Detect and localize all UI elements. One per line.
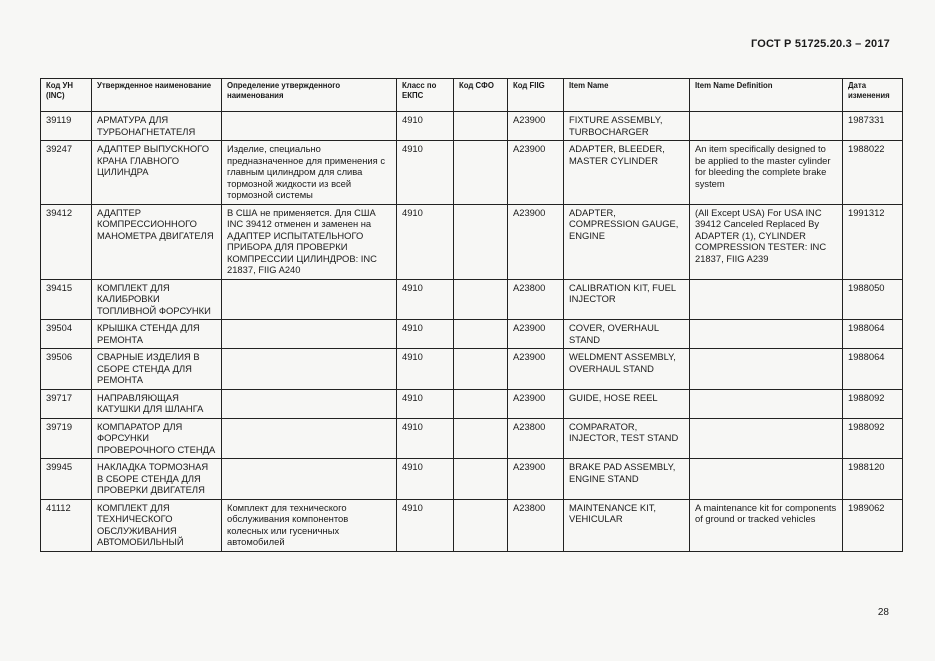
cell-definition xyxy=(222,349,397,390)
cell-item-definition xyxy=(690,320,843,349)
cell-approved-name: КОМПАРАТОР ДЛЯ ФОРСУНКИ ПРОВЕРОЧНОГО СТЕНДА xyxy=(92,418,222,459)
cell-definition xyxy=(222,320,397,349)
col-header-approved-name: Утвержденное наименование xyxy=(92,79,222,112)
cell-fiig: A23900 xyxy=(508,349,564,390)
cell-inc: 39506 xyxy=(41,349,92,390)
specification-table xyxy=(40,78,903,552)
col-header-item-name-definition: Item Name Definition xyxy=(690,79,843,112)
cell-item-name: WELDMENT ASSEMBLY, OVERHAUL STAND xyxy=(564,349,690,390)
cell-fiig: A23900 xyxy=(508,141,564,205)
cell-date: 1988120 xyxy=(843,459,903,500)
cell-sfo xyxy=(454,204,508,279)
cell-class: 4910 xyxy=(397,279,454,320)
cell-approved-name: КРЫШКА СТЕНДА ДЛЯ РЕМОНТА xyxy=(92,320,222,349)
cell-fiig: A23900 xyxy=(508,112,564,141)
cell-class: 4910 xyxy=(397,459,454,500)
col-header-class: Класс по ЕКПС xyxy=(397,79,454,112)
cell-definition: Изделие, специально предназначенное для применения с главным цилиндром для слива тормозной жидкости из всей тормозной системы xyxy=(222,141,397,205)
cell-item-definition: (All Except USA) For USA INC 39412 Canceled Replaced By ADAPTER (1), CYLINDER COMPRESSION TESTER: INC 21837, FIIG A239 xyxy=(690,204,843,279)
cell-item-name: FIXTURE ASSEMBLY, TURBOCHARGER xyxy=(564,112,690,141)
cell-date: 1988064 xyxy=(843,349,903,390)
cell-fiig: A23900 xyxy=(508,459,564,500)
document-title: ГОСТ Р 51725.20.3 – 2017 xyxy=(750,38,890,50)
col-header-definition: Определение утвержденного наименования xyxy=(222,79,397,112)
cell-fiig: A23900 xyxy=(508,389,564,418)
cell-sfo xyxy=(454,141,508,205)
cell-sfo xyxy=(454,349,508,390)
cell-item-name: COMPARATOR, INJECTOR, TEST STAND xyxy=(564,418,690,459)
cell-item-name: BRAKE PAD ASSEMBLY, ENGINE STAND xyxy=(564,459,690,500)
cell-inc: 39717 xyxy=(41,389,92,418)
table-row xyxy=(41,204,903,279)
table-row xyxy=(41,279,903,320)
cell-item-name: ADAPTER, COMPRESSION GAUGE, ENGINE xyxy=(564,204,690,279)
cell-fiig: A23900 xyxy=(508,320,564,349)
cell-definition: Комплект для технического обслуживания компонентов колесных или гусеничных автомобилей xyxy=(222,499,397,551)
cell-sfo xyxy=(454,418,508,459)
cell-inc: 39945 xyxy=(41,459,92,500)
cell-item-name: GUIDE, HOSE REEL xyxy=(564,389,690,418)
cell-item-definition xyxy=(690,349,843,390)
cell-approved-name: АДАПТЕР КОМПРЕССИОННОГО МАНОМЕТРА ДВИГАТЕЛЯ xyxy=(92,204,222,279)
cell-date: 1989062 xyxy=(843,499,903,551)
cell-item-name: ADAPTER, BLEEDER, MASTER CYLINDER xyxy=(564,141,690,205)
cell-sfo xyxy=(454,459,508,500)
cell-inc: 39119 xyxy=(41,112,92,141)
cell-inc: 41112 xyxy=(41,499,92,551)
cell-fiig: A23800 xyxy=(508,279,564,320)
cell-fiig: A23800 xyxy=(508,418,564,459)
cell-approved-name: НАПРАВЛЯЮЩАЯ КАТУШКИ ДЛЯ ШЛАНГА xyxy=(92,389,222,418)
cell-inc: 39247 xyxy=(41,141,92,205)
cell-sfo xyxy=(454,279,508,320)
table-row xyxy=(41,320,903,349)
cell-class: 4910 xyxy=(397,320,454,349)
table-row xyxy=(41,418,903,459)
cell-definition xyxy=(222,112,397,141)
col-header-fiig: Код FIIG xyxy=(508,79,564,112)
cell-fiig: A23900 xyxy=(508,204,564,279)
cell-inc: 39415 xyxy=(41,279,92,320)
cell-sfo xyxy=(454,112,508,141)
cell-fiig: A23800 xyxy=(508,499,564,551)
cell-item-name: MAINTENANCE KIT, VEHICULAR xyxy=(564,499,690,551)
cell-definition xyxy=(222,459,397,500)
cell-item-definition: A maintenance kit for components of ground or tracked vehicles xyxy=(690,499,843,551)
table-row xyxy=(41,112,903,141)
cell-class: 4910 xyxy=(397,349,454,390)
col-header-item-name: Item Name xyxy=(564,79,690,112)
cell-definition: В США не применяется. Для США INC 39412 отменен и заменен на АДАПТЕР ИСПЫТАТЕЛЬНОГО ПРИБОРА ДЛЯ ПРОВЕРКИ КОМПРЕССИИ ЦИЛИНДРОВ: INC 21837, FIIG A240 xyxy=(222,204,397,279)
col-header-inc: Код УН (INC) xyxy=(41,79,92,112)
table-row xyxy=(41,499,903,551)
cell-date: 1988064 xyxy=(843,320,903,349)
cell-inc: 39504 xyxy=(41,320,92,349)
cell-item-name: CALIBRATION KIT, FUEL INJECTOR xyxy=(564,279,690,320)
cell-sfo xyxy=(454,499,508,551)
cell-approved-name: НАКЛАДКА ТОРМОЗНАЯ В СБОРЕ СТЕНДА ДЛЯ ПРОВЕРКИ ДВИГАТЕЛЯ xyxy=(92,459,222,500)
cell-date: 1987331 xyxy=(843,112,903,141)
cell-item-definition xyxy=(690,459,843,500)
cell-class: 4910 xyxy=(397,418,454,459)
cell-approved-name: КОМПЛЕКТ ДЛЯ ТЕХНИЧЕСКОГО ОБСЛУЖИВАНИЯ АВТОМОБИЛЬНЫЙ xyxy=(92,499,222,551)
col-header-change-date: Дата изменения xyxy=(843,79,903,112)
cell-item-name: COVER, OVERHAUL STAND xyxy=(564,320,690,349)
cell-approved-name: СВАРНЫЕ ИЗДЕЛИЯ В СБОРЕ СТЕНДА ДЛЯ РЕМОНТА xyxy=(92,349,222,390)
cell-definition xyxy=(222,279,397,320)
cell-class: 4910 xyxy=(397,141,454,205)
table-header-row xyxy=(41,79,903,112)
cell-item-definition xyxy=(690,112,843,141)
table-row xyxy=(41,459,903,500)
page-number: 28 xyxy=(877,607,889,618)
table-row xyxy=(41,141,903,205)
cell-approved-name: КОМПЛЕКТ ДЛЯ КАЛИБРОВКИ ТОПЛИВНОЙ ФОРСУНКИ xyxy=(92,279,222,320)
cell-approved-name: АРМАТУРА ДЛЯ ТУРБОНАГНЕТАТЕЛЯ xyxy=(92,112,222,141)
cell-item-definition xyxy=(690,389,843,418)
cell-inc: 39412 xyxy=(41,204,92,279)
table-row xyxy=(41,349,903,390)
cell-sfo xyxy=(454,320,508,349)
col-header-sfo: Код СФО xyxy=(454,79,508,112)
cell-sfo xyxy=(454,389,508,418)
cell-class: 4910 xyxy=(397,204,454,279)
cell-definition xyxy=(222,389,397,418)
cell-approved-name: АДАПТЕР ВЫПУСКНОГО КРАНА ГЛАВНОГО ЦИЛИНДРА xyxy=(92,141,222,205)
cell-date: 1988092 xyxy=(843,389,903,418)
cell-date: 1988050 xyxy=(843,279,903,320)
cell-class: 4910 xyxy=(397,499,454,551)
cell-class: 4910 xyxy=(397,389,454,418)
cell-date: 1991312 xyxy=(843,204,903,279)
cell-date: 1988092 xyxy=(843,418,903,459)
cell-definition xyxy=(222,418,397,459)
cell-item-definition xyxy=(690,279,843,320)
cell-date: 1988022 xyxy=(843,141,903,205)
cell-inc: 39719 xyxy=(41,418,92,459)
cell-class: 4910 xyxy=(397,112,454,141)
cell-item-definition xyxy=(690,418,843,459)
cell-item-definition: An item specifically designed to be applied to the master cylinder for bleeding the complete brake system xyxy=(690,141,843,205)
table-row xyxy=(41,389,903,418)
